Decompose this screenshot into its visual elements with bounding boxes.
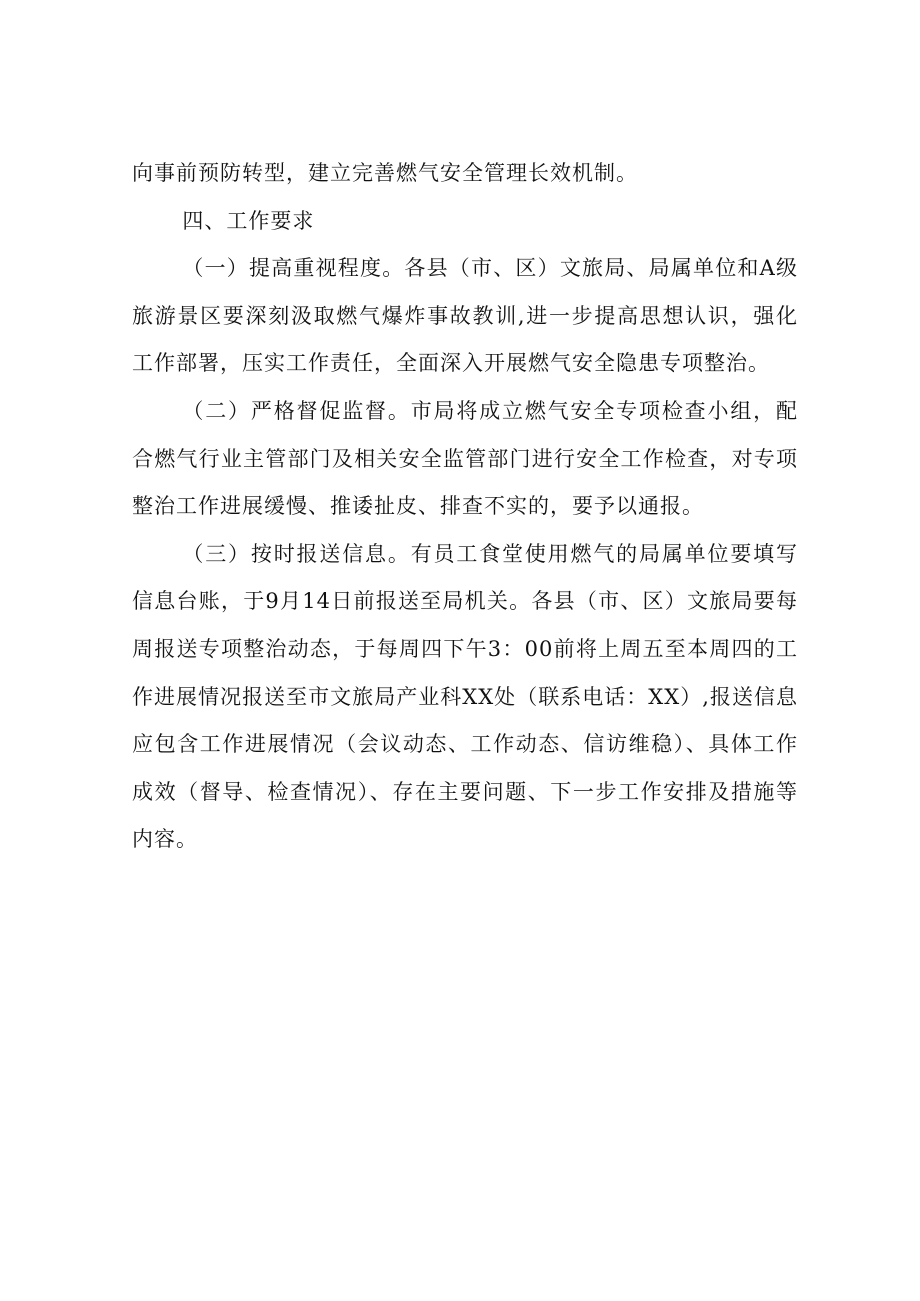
- section-heading: 四、工作要求: [182, 208, 315, 233]
- document-body: [132, 150, 798, 864]
- paragraph-1: （一）提高重视程度。各县（市、区）文旅局、局属单位和A级旅游景区要深刻汲取燃气爆炸事故教训,进一步提高思想认识，强化工作部署，压实工作责任，全面深入开展燃气安全隐患专项整治。: [132, 256, 798, 376]
- continuation-paragraph: 向事前预防转型，建立完善燃气安全管理长效机制。: [132, 161, 638, 185]
- paragraph-2: （二）严格督促监督。市局将成立燃气安全专项检查小组，配合燃气行业主管部门及相关安全监管部门进行安全工作检查，对专项整治工作进展缓慢、推诿扯皮、排查不实的，要予以通报。: [132, 398, 798, 519]
- paragraph-3: （三）按时报送信息。有员工食堂使用燃气的局属单位要填写信息台账，于9月14日前报送至局机关。各县（市、区）文旅局要每周报送专项整治动态，于每周四下午3：00前将上周五至本周四的工作进展情况报送至市文旅局产业科XX处（联系电话：XX）,报送信息应包含工作进展情况（会议动态、工作动态、信访维稳）、具体工作成效（督导、检查情况）、存在主要问题、下一步工作安排及措施等内容。: [132, 541, 798, 852]
